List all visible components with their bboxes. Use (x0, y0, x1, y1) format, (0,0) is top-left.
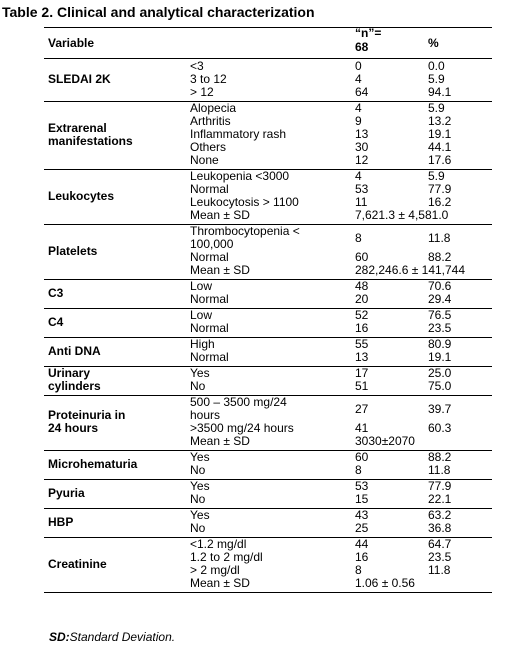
header-percent: % (428, 36, 439, 50)
row-percent: 77.9 (428, 182, 452, 196)
row-label: Arthritis (190, 114, 231, 128)
row-label: <1.2 mg/dl (190, 537, 247, 551)
row-n: 53 (355, 479, 369, 493)
row-mean-sd: 7,621.3 ± 4,581.0 (355, 208, 449, 222)
row-percent: 70.6 (428, 279, 452, 293)
row-mean-sd: 282,246.6 ± 141,744 (355, 263, 466, 277)
row-label: No (190, 463, 206, 477)
row-label: Alopecia (190, 101, 237, 115)
row-percent: 63.2 (428, 508, 452, 522)
footnote (49, 630, 175, 644)
row-n: 51 (355, 379, 369, 393)
row-percent: 5.9 (428, 101, 445, 115)
row-label: No (190, 521, 206, 535)
variable-label: C3 (48, 285, 64, 300)
row-label: Normal (190, 350, 229, 364)
row-n: 12 (355, 153, 369, 167)
row-percent: 17.6 (428, 153, 452, 167)
variable-label: Pyuria (48, 485, 85, 500)
row-n: 30 (355, 140, 369, 154)
row-percent: 11.8 (428, 563, 451, 577)
row-label: Mean ± SD (190, 263, 250, 277)
row-label: Mean ± SD (190, 208, 250, 222)
row-percent: 76.5 (428, 308, 452, 322)
row-mean-sd: 3030±2070 (355, 434, 415, 448)
rule (44, 508, 492, 509)
variable-label: Microhematuria (48, 456, 138, 471)
row-n: 11 (355, 195, 368, 209)
row-n: 17 (355, 366, 369, 380)
row-label: 1.2 to 2 mg/dl (190, 550, 263, 564)
row-label: 100,000 (190, 237, 234, 251)
header-n-value: 68 (355, 40, 369, 54)
row-percent: 44.1 (428, 140, 452, 154)
row-label: hours (190, 408, 221, 422)
row-mean-sd: 1.06 ± 0.56 (355, 576, 415, 590)
rule (44, 537, 492, 538)
variable-label: SLEDAI 2K (48, 72, 111, 86)
row-label: High (190, 337, 215, 351)
row-percent: 29.4 (428, 292, 452, 306)
row-percent: 5.9 (428, 169, 445, 183)
variable-label: Proteinuria in (48, 408, 126, 422)
row-label: Normal (190, 250, 229, 264)
row-n: 16 (355, 550, 369, 564)
rule (44, 101, 492, 102)
variable-label: cylinders (48, 379, 101, 393)
row-n: 41 (355, 421, 369, 435)
row-percent: 75.0 (428, 379, 452, 393)
row-n: 13 (355, 127, 369, 141)
variable-label: Urinary (48, 366, 91, 380)
variable-label: Leukocytes (48, 188, 115, 203)
rule (44, 279, 492, 280)
row-percent: 16.2 (428, 195, 452, 209)
row-percent: 39.7 (428, 401, 452, 416)
row-label: Low (190, 279, 213, 293)
row-label: None (190, 153, 219, 167)
row-label: Leukocytosis > 1100 (190, 195, 299, 209)
row-label: Yes (190, 479, 210, 493)
row-percent: 64.7 (428, 537, 452, 551)
row-label: >3500 mg/24 hours (190, 421, 294, 435)
variable-label: Anti DNA (48, 343, 101, 358)
row-n: 9 (355, 114, 362, 128)
row-n: 13 (355, 350, 369, 364)
row-label: Yes (190, 450, 210, 464)
table-title: Table 2. Clinical and analytical characterization (2, 4, 315, 20)
variable-label: HBP (48, 514, 74, 529)
row-n: 48 (355, 279, 369, 293)
row-label: Low (190, 308, 213, 322)
row-label: Mean ± SD (190, 576, 250, 590)
variable-label: C4 (48, 314, 64, 329)
row-n: 15 (355, 492, 369, 506)
rule (44, 58, 492, 59)
row-label: No (190, 492, 206, 506)
row-label: No (190, 379, 206, 393)
row-percent: 0.0 (428, 59, 445, 73)
row-percent: 77.9 (428, 479, 452, 493)
row-percent: 23.5 (428, 550, 452, 564)
row-n: 8 (355, 230, 362, 245)
row-n: 4 (355, 101, 362, 115)
row-percent: 5.9 (428, 72, 445, 86)
rule (44, 27, 492, 28)
row-percent: 80.9 (428, 337, 452, 351)
row-n: 8 (355, 463, 362, 477)
row-percent: 19.1 (428, 350, 452, 364)
row-percent: 25.0 (428, 366, 452, 380)
row-percent: 11.8 (428, 463, 451, 477)
header-n: “n”= (355, 26, 382, 40)
row-label: > 2 mg/dl (190, 563, 240, 577)
rule (44, 308, 492, 309)
row-n: 60 (355, 250, 369, 264)
row-n: 0 (355, 59, 362, 73)
row-percent: 11.8 (428, 230, 451, 245)
header-variable: Variable (48, 36, 95, 50)
variable-label: Platelets (48, 243, 98, 258)
row-n: 55 (355, 337, 369, 351)
rule (44, 337, 492, 338)
row-n: 60 (355, 450, 369, 464)
row-percent: 22.1 (428, 492, 452, 506)
variable-label: Extrarenal (48, 120, 107, 135)
row-n: 43 (355, 508, 369, 522)
row-percent: 94.1 (428, 85, 452, 99)
variable-label: 24 hours (48, 421, 99, 435)
row-n: 4 (355, 72, 362, 86)
row-n: 4 (355, 169, 362, 183)
row-n: 20 (355, 292, 369, 306)
row-percent: 19.1 (428, 127, 452, 141)
row-label: Normal (190, 321, 229, 335)
row-percent: 23.5 (428, 321, 452, 335)
row-percent: 88.2 (428, 450, 452, 464)
row-label: Yes (190, 508, 210, 522)
row-label: Yes (190, 366, 210, 380)
row-percent: 60.3 (428, 421, 452, 435)
row-label: > 12 (190, 85, 214, 99)
row-label: 3 to 12 (190, 72, 227, 86)
row-label: Others (190, 140, 227, 154)
row-label: Normal (190, 182, 229, 196)
row-n: 27 (355, 401, 369, 416)
row-n: 44 (355, 537, 369, 551)
rule (44, 366, 492, 367)
variable-label: manifestations (48, 133, 133, 148)
row-n: 64 (355, 85, 369, 99)
row-label: Thrombocytopenia < (190, 224, 300, 238)
rule (44, 450, 492, 451)
row-label: Mean ± SD (190, 434, 250, 448)
row-percent: 36.8 (428, 521, 452, 535)
row-label: Leukopenia <3000 (190, 169, 290, 183)
row-n: 53 (355, 182, 369, 196)
row-label: Normal (190, 292, 229, 306)
rule (44, 592, 492, 593)
row-percent: 88.2 (428, 250, 452, 264)
row-label: <3 (190, 59, 204, 73)
row-label: 500 – 3500 mg/24 (190, 395, 287, 409)
row-n: 52 (355, 308, 369, 322)
row-n: 16 (355, 321, 369, 335)
row-label: Inflammatory rash (190, 127, 287, 141)
row-percent: 13.2 (428, 114, 452, 128)
row-n: 8 (355, 563, 362, 577)
row-n: 25 (355, 521, 369, 535)
footnote-abbr: SD: (49, 630, 70, 644)
variable-label: Creatinine (48, 556, 107, 571)
rule (44, 479, 492, 480)
footnote-text: Standard Deviation. (69, 630, 176, 644)
